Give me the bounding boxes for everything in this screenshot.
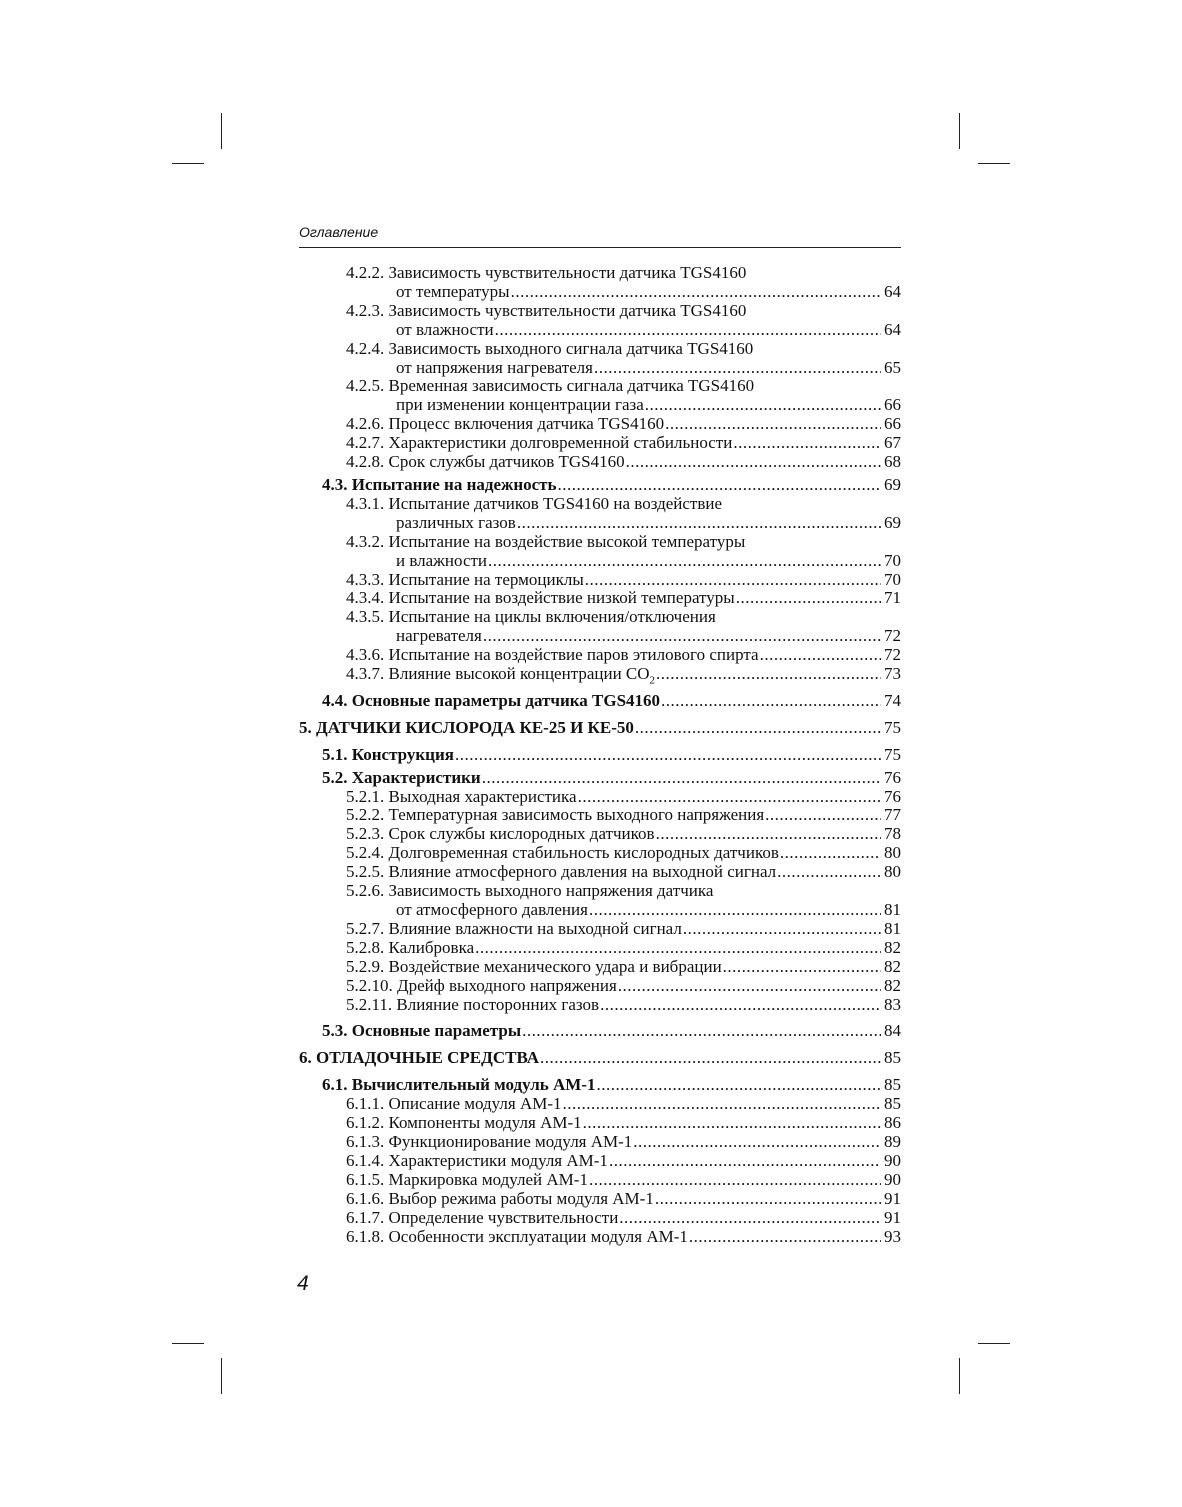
- toc-section-title: 5.3. Основные параметры: [322, 1021, 522, 1041]
- toc-entry-title: 6.1.6. Выбор режима работы модуля AM-1: [346, 1188, 654, 1208]
- leader-dots: [683, 920, 881, 939]
- toc-entry-5-2-2: [299, 806, 901, 825]
- subscript: 2: [649, 674, 656, 687]
- toc-page-number: 71: [884, 588, 901, 608]
- leader-dots: [723, 958, 881, 977]
- toc-page-number: 85: [884, 1094, 901, 1114]
- toc-entry-4-3-7: [299, 664, 901, 687]
- toc-entry-title: 6.1.1. Описание модуля AM-1: [346, 1094, 562, 1114]
- leader-dots: [563, 1095, 881, 1114]
- toc-entry-title: от влажности: [396, 319, 494, 339]
- toc-page-number: 83: [884, 994, 901, 1014]
- toc-entry-title: 4.3.2. Испытание на воздействие высокой температуры: [346, 531, 746, 551]
- toc-page-number: 80: [884, 862, 901, 882]
- leader-dots: [583, 1114, 881, 1133]
- leader-dots: [540, 1049, 881, 1068]
- leader-dots: [482, 769, 881, 788]
- toc-page-number: 74: [884, 690, 901, 710]
- toc-section-5-1: [299, 746, 901, 765]
- page-number: 4: [297, 1272, 309, 1295]
- toc-entry-5-2-9: [299, 958, 901, 977]
- leader-dots: [635, 719, 881, 738]
- toc-entry-title: 4.2.4. Зависимость выходного сигнала датчика TGS4160: [346, 338, 754, 358]
- toc-entry-title: 5.2.11. Влияние посторонних газов: [346, 994, 600, 1014]
- toc-page-number: 93: [884, 1226, 901, 1246]
- leader-dots: [760, 646, 881, 665]
- leader-dots: [736, 589, 881, 608]
- toc-page-number: 82: [884, 937, 901, 957]
- toc-entry-title: 5.2.6. Зависимость выходного напряжения датчика: [346, 881, 714, 901]
- leader-dots: [645, 396, 881, 415]
- toc-entry-title: 5.2.7. Влияние влажности на выходной сигнал: [346, 918, 682, 938]
- toc-entry-title: 4.3.3. Испытание на термоциклы: [346, 569, 584, 589]
- running-header: [299, 223, 901, 248]
- toc-entry-5-2-8: [299, 939, 901, 958]
- toc-section-6-1: [299, 1076, 901, 1095]
- toc-page-number: 82: [884, 956, 901, 976]
- toc-entry-title: 4.2.5. Временная зависимость сигнала датчика TGS4160: [346, 376, 755, 396]
- toc-chapter-5: [299, 719, 901, 738]
- toc-entry-title: от температуры: [396, 281, 510, 301]
- toc-entry-4-2-3: [299, 302, 901, 340]
- toc-page-number: 67: [884, 433, 901, 453]
- leader-dots: [475, 939, 881, 958]
- toc-page-number: 91: [884, 1207, 901, 1227]
- leader-dots: [689, 1228, 881, 1247]
- toc-page-number: 89: [884, 1131, 901, 1151]
- toc-section-title: 4.4. Основные параметры датчика TGS4160: [322, 690, 661, 710]
- leader-dots: [589, 901, 881, 920]
- leader-dots: [517, 514, 881, 533]
- toc-entry-title: 4.2.6. Процесс включения датчика TGS4160: [346, 414, 665, 434]
- toc-entry-5-2-1: [299, 788, 901, 807]
- crop-mark: [172, 163, 204, 164]
- toc-entry-4-3-3: [299, 571, 901, 590]
- toc-entry-title: 4.3.5. Испытание на циклы включения/отключения: [346, 607, 716, 627]
- leader-dots: [600, 996, 881, 1015]
- toc-page-number: 75: [884, 744, 901, 764]
- leader-dots: [656, 665, 881, 684]
- toc-entry-title: 5.2.3. Срок службы кислородных датчиков: [346, 824, 655, 844]
- toc-page-number: 66: [884, 395, 901, 415]
- toc-page-number: 90: [884, 1150, 901, 1170]
- toc-page-number: 84: [884, 1021, 901, 1041]
- leader-dots: [585, 571, 881, 590]
- toc-page-number: 64: [884, 281, 901, 301]
- toc-entry-title: от атмосферного давления: [396, 900, 588, 919]
- leader-dots: [733, 434, 881, 453]
- toc-entry-title: при изменении концентрации газа: [396, 395, 644, 415]
- toc-entry-6-1-3: [299, 1133, 901, 1152]
- toc-entry-4-2-6: [299, 415, 901, 434]
- toc-entry-title: 5.2.8. Калибровка: [346, 937, 475, 957]
- toc-chapter-title: 6. ОТЛАДОЧНЫЕ СРЕДСТВА: [299, 1048, 539, 1068]
- toc-section-5-2: [299, 769, 901, 788]
- leader-dots: [589, 1171, 881, 1190]
- toc-entry-5-2-11: [299, 996, 901, 1015]
- toc-section-title: 5.1. Конструкция: [322, 744, 454, 764]
- toc-page-number: 65: [884, 357, 901, 377]
- toc-entry-title: 5.2.2. Температурная зависимость выходного напряжения: [346, 805, 765, 825]
- toc-entry-4-3-6: [299, 646, 901, 665]
- toc-entry-4-3-1: [299, 495, 901, 533]
- toc-section-title: 5.2. Характеристики: [322, 767, 481, 787]
- toc-entry-title: и влажности: [396, 550, 488, 570]
- leader-dots: [594, 359, 881, 378]
- toc-entry-title: 5.2.1. Выходная характеристика: [346, 786, 577, 806]
- leader-dots: [665, 415, 881, 434]
- toc-entry-6-1-7: [299, 1209, 901, 1228]
- toc-entry-title: 4.2.8. Срок службы датчиков TGS4160: [346, 452, 625, 472]
- crop-mark: [959, 113, 960, 149]
- leader-dots: [655, 1190, 881, 1209]
- leader-dots: [495, 321, 881, 340]
- toc-entry-5-2-6: [299, 882, 901, 920]
- toc-page-number: 86: [884, 1113, 901, 1133]
- toc-entry-title: 6.1.7. Определение чувствительности: [346, 1207, 619, 1227]
- toc-entry-4-2-7: [299, 434, 901, 453]
- leader-dots: [765, 806, 881, 825]
- leader-dots: [777, 863, 881, 882]
- toc-entry-title: 4.3.6. Испытание на воздействие паров этилового спирта: [346, 645, 759, 665]
- toc-page-number: 82: [884, 975, 901, 995]
- leader-dots: [656, 825, 881, 844]
- toc-entry-title: 6.1.3. Функционирование модуля AM-1: [346, 1131, 633, 1151]
- toc-page-number: 81: [884, 900, 901, 919]
- crop-mark: [959, 1358, 960, 1394]
- toc-entry-title: 4.3.4. Испытание на воздействие низкой температуры: [346, 588, 735, 608]
- toc-page-number: 81: [884, 918, 901, 938]
- leader-dots: [618, 977, 881, 996]
- leader-dots: [626, 453, 881, 472]
- toc-entry-5-2-4: [299, 844, 901, 863]
- toc-entry-title: 4.3.1. Испытание датчиков TGS4160 на воздействие: [346, 493, 723, 513]
- leader-dots: [609, 1152, 881, 1171]
- toc-chapter-title: 5. ДАТЧИКИ КИСЛОРОДА КЕ-25 И КЕ-50: [299, 717, 634, 737]
- toc-entry-6-1-6: [299, 1190, 901, 1209]
- toc-chapter-6: [299, 1049, 901, 1068]
- toc-page-number: 75: [884, 717, 901, 737]
- leader-dots: [780, 844, 881, 863]
- toc-entry-6-1-4: [299, 1152, 901, 1171]
- toc-entry-title: 5.2.4. Долговременная стабильность кислородных датчиков: [346, 843, 779, 863]
- leader-dots: [511, 283, 881, 302]
- toc-entry-title: 4.3.7. Влияние высокой концентрации $CO_2$: [346, 664, 656, 687]
- crop-mark: [221, 1358, 222, 1394]
- toc-page-number: 70: [884, 550, 901, 570]
- toc-entry-title: 4.2.2. Зависимость чувствительности датчика TGS4160: [346, 263, 747, 282]
- toc-page-number: 66: [884, 414, 901, 434]
- toc-entry-5-2-7: [299, 920, 901, 939]
- toc-page-number: 85: [884, 1048, 901, 1068]
- toc-entry-5-2-10: [299, 977, 901, 996]
- leader-dots: [661, 692, 881, 711]
- toc-entry-title: 4.2.3. Зависимость чувствительности датчика TGS4160: [346, 300, 747, 320]
- toc-entry-6-1-1: [299, 1095, 901, 1114]
- toc-entry-title: 5.2.10. Дрейф выходного напряжения: [346, 975, 617, 995]
- toc-entry-5-2-3: [299, 825, 901, 844]
- toc-section-4-3: [299, 476, 901, 495]
- table-of-contents: [299, 264, 901, 1246]
- toc-entry-4-3-2: [299, 533, 901, 571]
- toc-page-number: 90: [884, 1169, 901, 1189]
- leader-dots: [522, 1022, 881, 1041]
- toc-page-number: 85: [884, 1075, 901, 1095]
- toc-page-number: 64: [884, 319, 901, 339]
- leader-dots: [455, 746, 881, 765]
- toc-entry-title: 6.1.8. Особенности эксплуатации модуля AM-1: [346, 1226, 688, 1246]
- crop-mark: [978, 1343, 1010, 1344]
- toc-section-4-4: [299, 692, 901, 711]
- toc-entry-4-2-2: [299, 264, 901, 302]
- crop-mark: [978, 163, 1010, 164]
- toc-entry-title: 6.1.2. Компоненты модуля AM-1: [346, 1113, 582, 1133]
- toc-entry-title: нагревателя: [396, 626, 482, 646]
- toc-entry-6-1-8: [299, 1228, 901, 1247]
- toc-entry-title: различных газов: [396, 512, 516, 532]
- toc-entry-4-2-4: [299, 340, 901, 378]
- leader-dots: [483, 627, 881, 646]
- header-title: Оглавление: [299, 224, 379, 240]
- crop-mark: [221, 113, 222, 149]
- leader-dots: [619, 1209, 881, 1228]
- toc-entry-title: 4.2.7. Характеристики долговременной стабильности: [346, 433, 733, 453]
- toc-page-number: 73: [884, 664, 901, 684]
- toc-page-number: 78: [884, 824, 901, 844]
- toc-entry-5-2-5: [299, 863, 901, 882]
- toc-entry-6-1-5: [299, 1171, 901, 1190]
- toc-entry-title: от напряжения нагревателя: [396, 357, 593, 377]
- toc-entry-4-3-4: [299, 589, 901, 608]
- toc-page-number: 76: [884, 767, 901, 787]
- toc-page-number: 76: [884, 786, 901, 806]
- toc-entry-title: 5.2.5. Влияние атмосферного давления на выходной сигнал: [346, 862, 777, 882]
- toc-section-title: 6.1. Вычислительный модуль AM-1: [322, 1075, 596, 1095]
- toc-page-number: 69: [884, 512, 901, 532]
- toc-entry-title: 6.1.5. Маркировка модулей AM-1: [346, 1169, 588, 1189]
- toc-page-number: 77: [884, 805, 901, 825]
- leader-dots: [488, 552, 881, 571]
- leader-dots: [578, 788, 881, 807]
- toc-entry-6-1-2: [299, 1114, 901, 1133]
- toc-page-number: 80: [884, 843, 901, 863]
- leader-dots: [596, 1076, 881, 1095]
- toc-entry-title: 5.2.9. Воздействие механического удара и вибрации: [346, 956, 722, 976]
- toc-page-number: 72: [884, 645, 901, 665]
- toc-entry-4-2-5: [299, 377, 901, 415]
- leader-dots: [633, 1133, 881, 1152]
- toc-page-number: 91: [884, 1188, 901, 1208]
- leader-dots: [558, 476, 881, 495]
- toc-section-title: 4.3. Испытание на надежность: [322, 474, 557, 494]
- toc-entry-4-2-8: [299, 453, 901, 472]
- toc-entry-4-3-5: [299, 608, 901, 646]
- toc-page-number: 72: [884, 626, 901, 646]
- toc-page-number: 70: [884, 569, 901, 589]
- toc-page-number: 69: [884, 474, 901, 494]
- toc-page-number: 68: [884, 452, 901, 472]
- crop-mark: [172, 1343, 204, 1344]
- toc-entry-title: 6.1.4. Характеристики модуля AM-1: [346, 1150, 608, 1170]
- toc-section-5-3: [299, 1022, 901, 1041]
